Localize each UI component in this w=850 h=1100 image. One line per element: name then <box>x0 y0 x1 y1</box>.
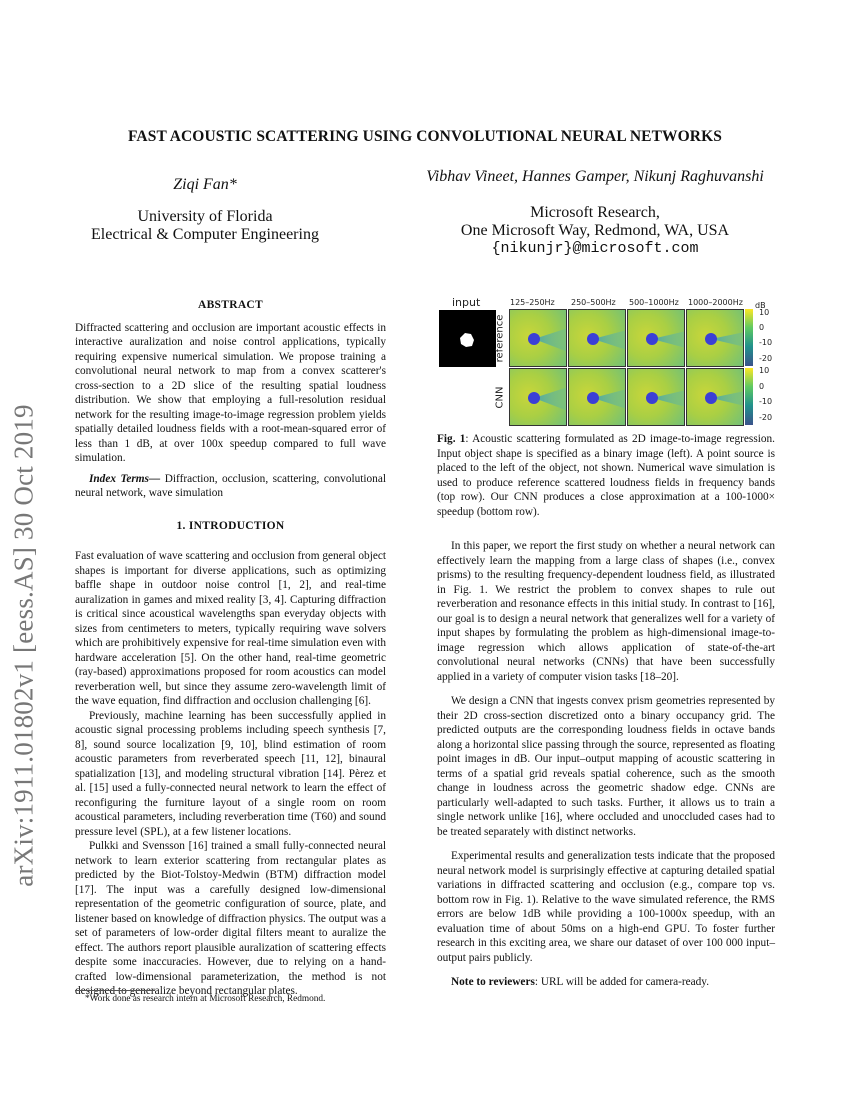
footnote-rule <box>75 990 155 991</box>
note-label: Note to reviewers <box>451 976 535 988</box>
note-text: : URL will be added for camera-ready. <box>534 976 710 988</box>
cbar1-tick-0: 0 <box>759 323 765 332</box>
author-affiliation-2a: Microsoft Research, <box>530 204 660 221</box>
author-affiliation-1b: Electrical & Computer Engineering <box>91 226 319 243</box>
colorbar-cnn <box>745 368 753 425</box>
author-email: {nikunjr}@microsoft.com <box>491 240 699 257</box>
band-label-4: 1000–2000Hz <box>688 298 743 307</box>
right-paragraph-2: We design a CNN that ingests convex prism geometries represented by their 2D cross-section discretized onto a binary occupancy grid. The predicted outputs are the corresponding loudness fields in octave bands along a horizontal slice passing through the source, represented as floating point images in dB. Our input–output mapping of acoustic scattering in terms of a spatial grid reveals spatial coherence, such as the smooth change in loudness across the geometric shadow edge. CNNs are particularly well-adapted to such tasks. Further, it allows us to train a single network unlike [16], where occluded and unoccluded cases had to be treated separately with distinct networks. <box>437 695 775 838</box>
intro-paragraph-1: Fast evaluation of wave scattering and occlusion from general object shapes is important for diverse applications, such as optimizing baffle shape in outdoor noise control [1, 2], and real-time auralization in games and mixed reality [3, 4]. Capturing diffraction is critical since acoustical wavelengths span everyday objects with sizes from centimeters to meters, typically requiring wave solvers which are prohibitively expensive for real-time simulation even with hardware acceleration [5]. On the other hand, real-time geometric (ray-based) approximations proposed for room acoustics can model reverberation well, but since they assume zero-wavelength limit of the wave equation, find diffraction and occlusion challenging [6]. <box>75 550 386 707</box>
arxiv-id-text: arXiv:1911.01802v1 [eess.AS] 30 Oct 2019 <box>8 403 39 887</box>
cnn-tile-4 <box>686 368 744 426</box>
figure-1 <box>437 296 782 426</box>
intro-paragraph-2: Previously, machine learning has been successfully applied in acoustic signal processing problems including speech synthesis [7, 8], sound source localization [9, 10], blind estimation of room acoustic parameters from reverberated speech [11, 12], binaural spatialization [13], and modeling structural vibration [14]. Pèrez et al. [15] used a fully-connected neural network to learn the effect of reconfiguring the furniture layout of a single room on room acoustical parameters, including reverberation time (T60) and sound pressure level (SPL), at a few listener locations. <box>75 709 386 838</box>
cnn-tile-1 <box>509 368 567 426</box>
row-label-cnn: CNN <box>494 386 506 408</box>
footnote: *Work done as research intern at Microsoft Research, Redmond. <box>85 994 326 1004</box>
ref-tile-2 <box>568 309 626 367</box>
band-label-3: 500–1000Hz <box>629 298 679 307</box>
cnn-tile-2 <box>568 368 626 426</box>
input-shape-image <box>439 310 496 367</box>
figure-caption <box>437 432 775 519</box>
input-shape-svg <box>439 310 496 367</box>
cbar1-tick-m20: -20 <box>759 354 773 363</box>
author-name-1: Ziqi Fan* <box>173 176 237 193</box>
cbar2-tick-m20: -20 <box>759 413 773 422</box>
intro-heading: 1. INTRODUCTION <box>176 519 285 532</box>
input-label: input <box>452 296 481 309</box>
ref-tile-3 <box>627 309 685 367</box>
note-to-reviewers <box>437 975 775 990</box>
author-affiliation-2b: One Microsoft Way, Redmond, WA, USA <box>460 222 730 239</box>
input-convex-shape <box>460 333 474 347</box>
row-label-cnn-wrap <box>493 369 507 425</box>
left-column <box>75 298 386 999</box>
author-names-2: Vibhav Vineet, Hannes Gamper, Nikunj Raghuvanshi <box>426 168 764 185</box>
index-terms-label: Index Terms— <box>89 472 161 485</box>
ref-tile-4 <box>686 309 744 367</box>
cbar2-tick-m10: -10 <box>759 397 773 406</box>
paper-title: FAST ACOUSTIC SCATTERING USING CONVOLUTIONAL NEURAL NETWORKS <box>128 128 722 145</box>
cbar1-tick-m10: -10 <box>759 338 773 347</box>
cnn-tile-3 <box>627 368 685 426</box>
colorbar-unit: dB <box>755 301 766 310</box>
figure-caption-text: : Acoustic scattering formulated as 2D image-to-image regression. Input object shape is specified as a binary image (left). A point source is placed to the left of the object, not shown. Numerical wave simulation is used to produce reference scattered loudness fields in frequency bands (top row). Our CNN produces a close approximation at a 100-1000× speedup (bottom row). <box>437 433 775 518</box>
colorbar-reference <box>745 309 753 366</box>
abstract-heading: ABSTRACT <box>197 299 264 311</box>
row-label-reference-wrap <box>493 310 507 366</box>
arxiv-identifier-stamp <box>2 315 46 975</box>
index-terms-text: Diffraction, occlusion, scattering, convolutional neural network, wave simulation <box>75 472 386 499</box>
index-terms <box>75 472 386 501</box>
right-paragraph-1: In this paper, we report the first study on whether a neural network can effectively learn the mapping from a large class of shapes (i.e., convex prisms) to the resulting frequency-dependent loudness field, as illustrated in Fig. 1. We restrict the problem to convex shapes to rule out reverberation and resonance effects in this initial study. In contrast to [16], our goal is to design a neural network that generalizes well for a variety of input shapes by formulating the problem as high-dimensional image-to-image regression which allows application of state-of-the-art convolutional neural networks (CNNs) that have been successfully applied in a variety of computer vision tasks [18–20]. <box>437 540 775 683</box>
author-block-2 <box>370 168 820 257</box>
right-paragraph-3: Experimental results and generalization tests indicate that the proposed neural network model is surprisingly effective at capturing detailed spatial variations in diffracted scattering and occlusion (e.g., compare top vs. bottom row in Fig. 1). Relative to the wave simulated reference, the RMS errors are below 1dB while providing a 100-1000x speedup, with an evaluation time of about 50ms on a high-end GPU. To foster further research in this exciting area, we share our dataset of over 100 000 input–output pairs publicly. <box>437 850 775 964</box>
cbar2-tick-0: 0 <box>759 382 765 391</box>
figure-caption-label: Fig. 1 <box>437 433 466 445</box>
author-block-1 <box>75 176 335 244</box>
ref-tile-1 <box>509 309 567 367</box>
abstract-text: Diffracted scattering and occlusion are important acoustic effects in interactive auralization and noise control applications, typically requiring expensive numerical simulation. We propose training a convolutional neural network to map from a convex scatterer's cross-section to a 2D slice of the resulting spatial loudness distribution. We show that employing a full-resolution residual network for the resulting image-to-image regression problem yields spatially detailed loudness fields with a root-mean-squared error of less than 1 dB, at over 100x speedup compared to full wave simulation. <box>75 321 386 464</box>
row-label-reference: reference <box>494 314 506 362</box>
right-column <box>437 432 775 990</box>
cbar2-tick-10: 10 <box>759 366 770 375</box>
cbar1-tick-10: 10 <box>759 308 770 317</box>
band-label-1: 125–250Hz <box>510 298 555 307</box>
intro-paragraph-3: Pulkki and Svensson [16] trained a small fully-connected neural network to learn exterior scattering from rectangular plates as predicted by the Biot-Tolstoy-Medwin (BTM) diffraction model [17]. The input was a carefully designed low-dimensional representation of the geometric configuration of source, plate, and listener based on knowledge of diffraction physics. The output was a set of parameters of low-order digital filters meant to auralize the effect. The authors report plausible auralization of scattering effects despite some inaccuracies. However, due to relying on a hand-crafted low-dimensional parameterization, the method is not designed to generalize beyond rectangular plates. <box>75 840 386 997</box>
author-affiliation-1a: University of Florida <box>137 208 273 225</box>
band-label-2: 250–500Hz <box>571 298 616 307</box>
